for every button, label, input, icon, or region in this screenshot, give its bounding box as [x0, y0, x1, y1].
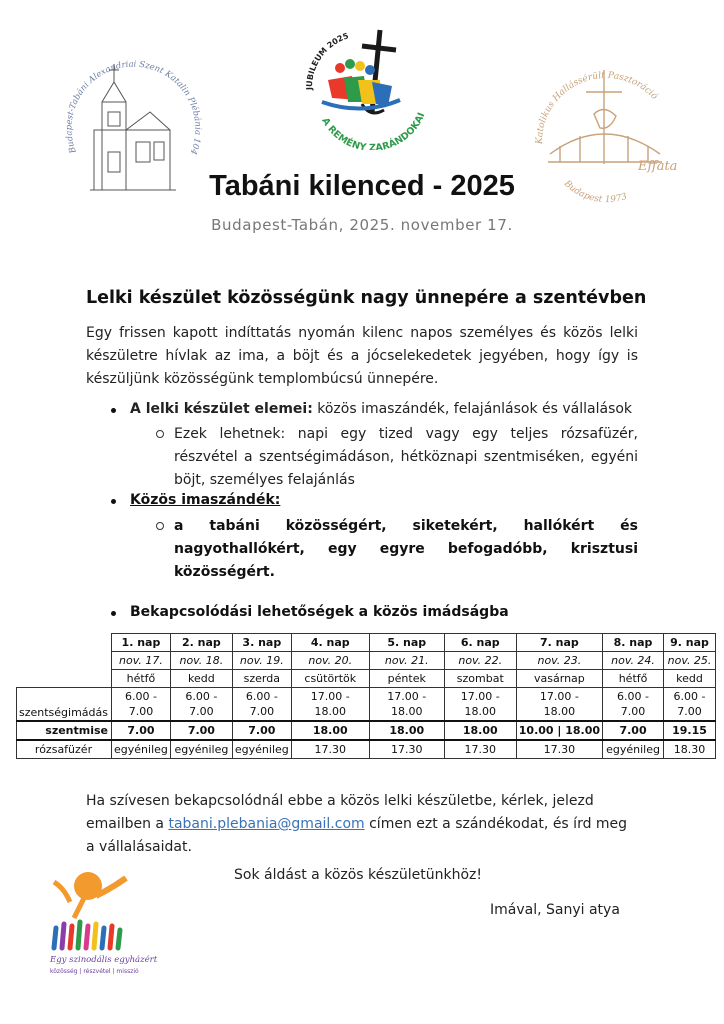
date-cell: nov. 20.: [291, 652, 369, 670]
closing-text-1: Ha szívesen bekapcsolódnál ebbe a közös lelki készületbe, kérlek, jelezd emailben a: [86, 793, 594, 832]
rosary-cell: 17.30: [516, 740, 602, 759]
bullet-icon: [111, 499, 116, 504]
date-cell: nov. 24.: [603, 652, 664, 670]
adoration-cell: [232, 688, 291, 722]
jubilee-logo: [292, 20, 440, 150]
adoration-end: 18.00: [314, 705, 347, 718]
adoration-end: 18.00: [391, 705, 423, 718]
rosary-cell: 18.30: [664, 740, 716, 759]
day-cell: 5. nap: [369, 634, 444, 652]
date-cell: nov. 22.: [444, 652, 516, 670]
rosary-cell: egyénileg: [232, 740, 291, 759]
day-cell: 9. nap: [664, 634, 716, 652]
mass-cell: 7.00: [112, 721, 171, 740]
weekday-cell: hétfő: [112, 670, 171, 688]
rosary-label: rózsafüzér: [17, 740, 112, 759]
weekday-cell: csütörtök: [291, 670, 369, 688]
adoration-cell: [369, 688, 444, 722]
rosary-cell: 17.30: [291, 740, 369, 759]
adoration-start: 17.00 -: [539, 690, 579, 703]
mass-cell: 10.00 | 18.00: [516, 721, 602, 740]
mass-cell: 19.15: [664, 721, 716, 740]
sub-bullet-options: Ezek lehetnek: napi egy tized vagy egy teljes rózsafüzér, részvétel a szentségimádáson, hétköznapi szentmiséken, egyéni böjt, személyes felajánlás: [174, 426, 638, 488]
mass-cell: 7.00: [603, 721, 664, 740]
adoration-cell: [112, 688, 171, 722]
date-cell: nov. 18.: [170, 652, 232, 670]
adoration-end: 7.00: [620, 705, 646, 718]
date-cell: nov. 19.: [232, 652, 291, 670]
jubilee-text: JUBILEUM 2025: [304, 31, 350, 91]
day-cell: 2. nap: [170, 634, 232, 652]
weekday-cell: kedd: [664, 670, 716, 688]
table-row: [17, 688, 716, 722]
sub-bullet-intention: a tabáni közösségért, siketekért, hallókért és nagyothallókért, egy egyre befogadóbb, krisztusi közösségért.: [174, 518, 638, 580]
table-row: [17, 721, 716, 740]
mass-label: szentmise: [17, 721, 112, 740]
day-cell: 8. nap: [603, 634, 664, 652]
page-title: Tabáni kilenced - 2025: [209, 170, 515, 202]
signature: Imával, Sanyi atya: [490, 902, 620, 918]
weekday-cell: szerda: [232, 670, 291, 688]
svg-text:A REMÉNY ZARÁNDOKAI: [319, 111, 427, 150]
blessing-text: Sok áldást a közös készületünkhöz!: [234, 867, 483, 883]
table-blank: [17, 652, 112, 670]
synodal-logo: [40, 868, 180, 980]
rosary-cell: egyénileg: [170, 740, 232, 759]
rosary-cell: egyénileg: [112, 740, 171, 759]
intro-paragraph: Egy frissen kapott indíttatás nyomán kilenc napos személyes és közös lelki készületre hívlak az ima, a böjt és a jócselekedetek jegyében, hogy így is készüljünk közösségünk templombúcsú ünnepére.: [86, 325, 638, 387]
mass-cell: 18.00: [291, 721, 369, 740]
effata-logo-city: Budapest 1973: [561, 178, 629, 204]
adoration-end: 18.00: [464, 705, 497, 718]
adoration-start: 17.00 -: [387, 690, 427, 703]
adoration-label: szentségimádás: [17, 688, 112, 722]
sub-bullet-icon: [156, 430, 164, 438]
synodal-subtext: közösség | részvétel | misszió: [50, 968, 139, 975]
table-row: [17, 652, 716, 670]
mass-cell: 18.00: [369, 721, 444, 740]
mass-cell: 7.00: [170, 721, 232, 740]
effata-logo-text: Katolikus Hallássérült Pasztoráció: [534, 70, 660, 145]
effata-script: Effata: [638, 159, 678, 174]
adoration-cell: [603, 688, 664, 722]
rosary-cell: egyénileg: [603, 740, 664, 759]
bullet-intention: Közös imaszándék:: [130, 492, 281, 508]
day-cell: 4. nap: [291, 634, 369, 652]
adoration-start: 17.00 -: [310, 690, 350, 703]
adoration-start: 6.00 -: [124, 690, 157, 703]
adoration-start: 6.00 -: [617, 690, 650, 703]
day-cell: 6. nap: [444, 634, 516, 652]
adoration-end: 18.00: [543, 705, 576, 718]
svg-text:Budapest-Tabáni Alexandriai Sz: [62, 42, 202, 156]
closing-paragraph: [86, 790, 638, 859]
schedule-table: [16, 633, 716, 759]
adoration-start: 6.00 -: [245, 690, 278, 703]
bullet-elements-text: közös imaszándék, felajánlások és vállalások: [312, 401, 633, 417]
adoration-cell: [664, 688, 716, 722]
weekday-cell: szombat: [444, 670, 516, 688]
weekday-cell: péntek: [369, 670, 444, 688]
bullet-icon: [111, 408, 116, 413]
date-cell: nov. 21.: [369, 652, 444, 670]
adoration-cell: [291, 688, 369, 722]
adoration-start: 6.00 -: [185, 690, 218, 703]
mass-cell: 18.00: [444, 721, 516, 740]
adoration-cell: [170, 688, 232, 722]
jubilee-motto: A REMÉNY ZARÁNDOKAI: [319, 111, 428, 150]
section-heading: Lelki készület közösségünk nagy ünnepére a szentévben: [86, 288, 647, 308]
closing-text-2: címen ezt a szándékodat, és írd meg a vállalásaidat.: [86, 816, 628, 855]
bullet-icon: [111, 611, 116, 616]
adoration-end: 7.00: [249, 705, 275, 718]
weekday-cell: kedd: [170, 670, 232, 688]
parish-logo-text: Budapest-Tabáni Alexandriai Szent Katalin Plébánia 104: [64, 59, 202, 156]
adoration-end: 7.00: [189, 705, 214, 718]
date-cell: nov. 17.: [112, 652, 171, 670]
mass-cell: 7.00: [232, 721, 291, 740]
date-cell: nov. 23.: [516, 652, 602, 670]
page-subtitle: Budapest-Tabán, 2025. november 17.: [211, 216, 513, 234]
weekday-cell: vasárnap: [516, 670, 602, 688]
email-link[interactable]: tabani.plebania@gmail.com: [168, 816, 365, 832]
synodal-text: Egy szinodális egyházért: [50, 955, 158, 965]
adoration-cell: [516, 688, 602, 722]
date-cell: nov. 25.: [664, 652, 716, 670]
table-corner: [17, 634, 112, 652]
table-row: [17, 634, 716, 652]
adoration-start: 17.00 -: [460, 690, 500, 703]
rosary-cell: 17.30: [369, 740, 444, 759]
bullet-elements-label: A lelki készület elemei:: [130, 401, 313, 417]
adoration-end: 7.00: [677, 705, 702, 718]
weekday-cell: hétfő: [603, 670, 664, 688]
adoration-end: 7.00: [128, 705, 154, 718]
adoration-cell: [444, 688, 516, 722]
adoration-start: 6.00 -: [673, 690, 706, 703]
day-cell: 3. nap: [232, 634, 291, 652]
day-cell: 7. nap: [516, 634, 602, 652]
table-blank: [17, 670, 112, 688]
table-row: [17, 740, 716, 759]
rosary-cell: 17.30: [444, 740, 516, 759]
table-row: [17, 670, 716, 688]
bullet-elements: [130, 401, 632, 417]
day-cell: 1. nap: [112, 634, 171, 652]
sub-bullet-icon: [156, 522, 164, 530]
bullet-opportunities: Bekapcsolódási lehetőségek a közös imádságba: [130, 604, 509, 620]
